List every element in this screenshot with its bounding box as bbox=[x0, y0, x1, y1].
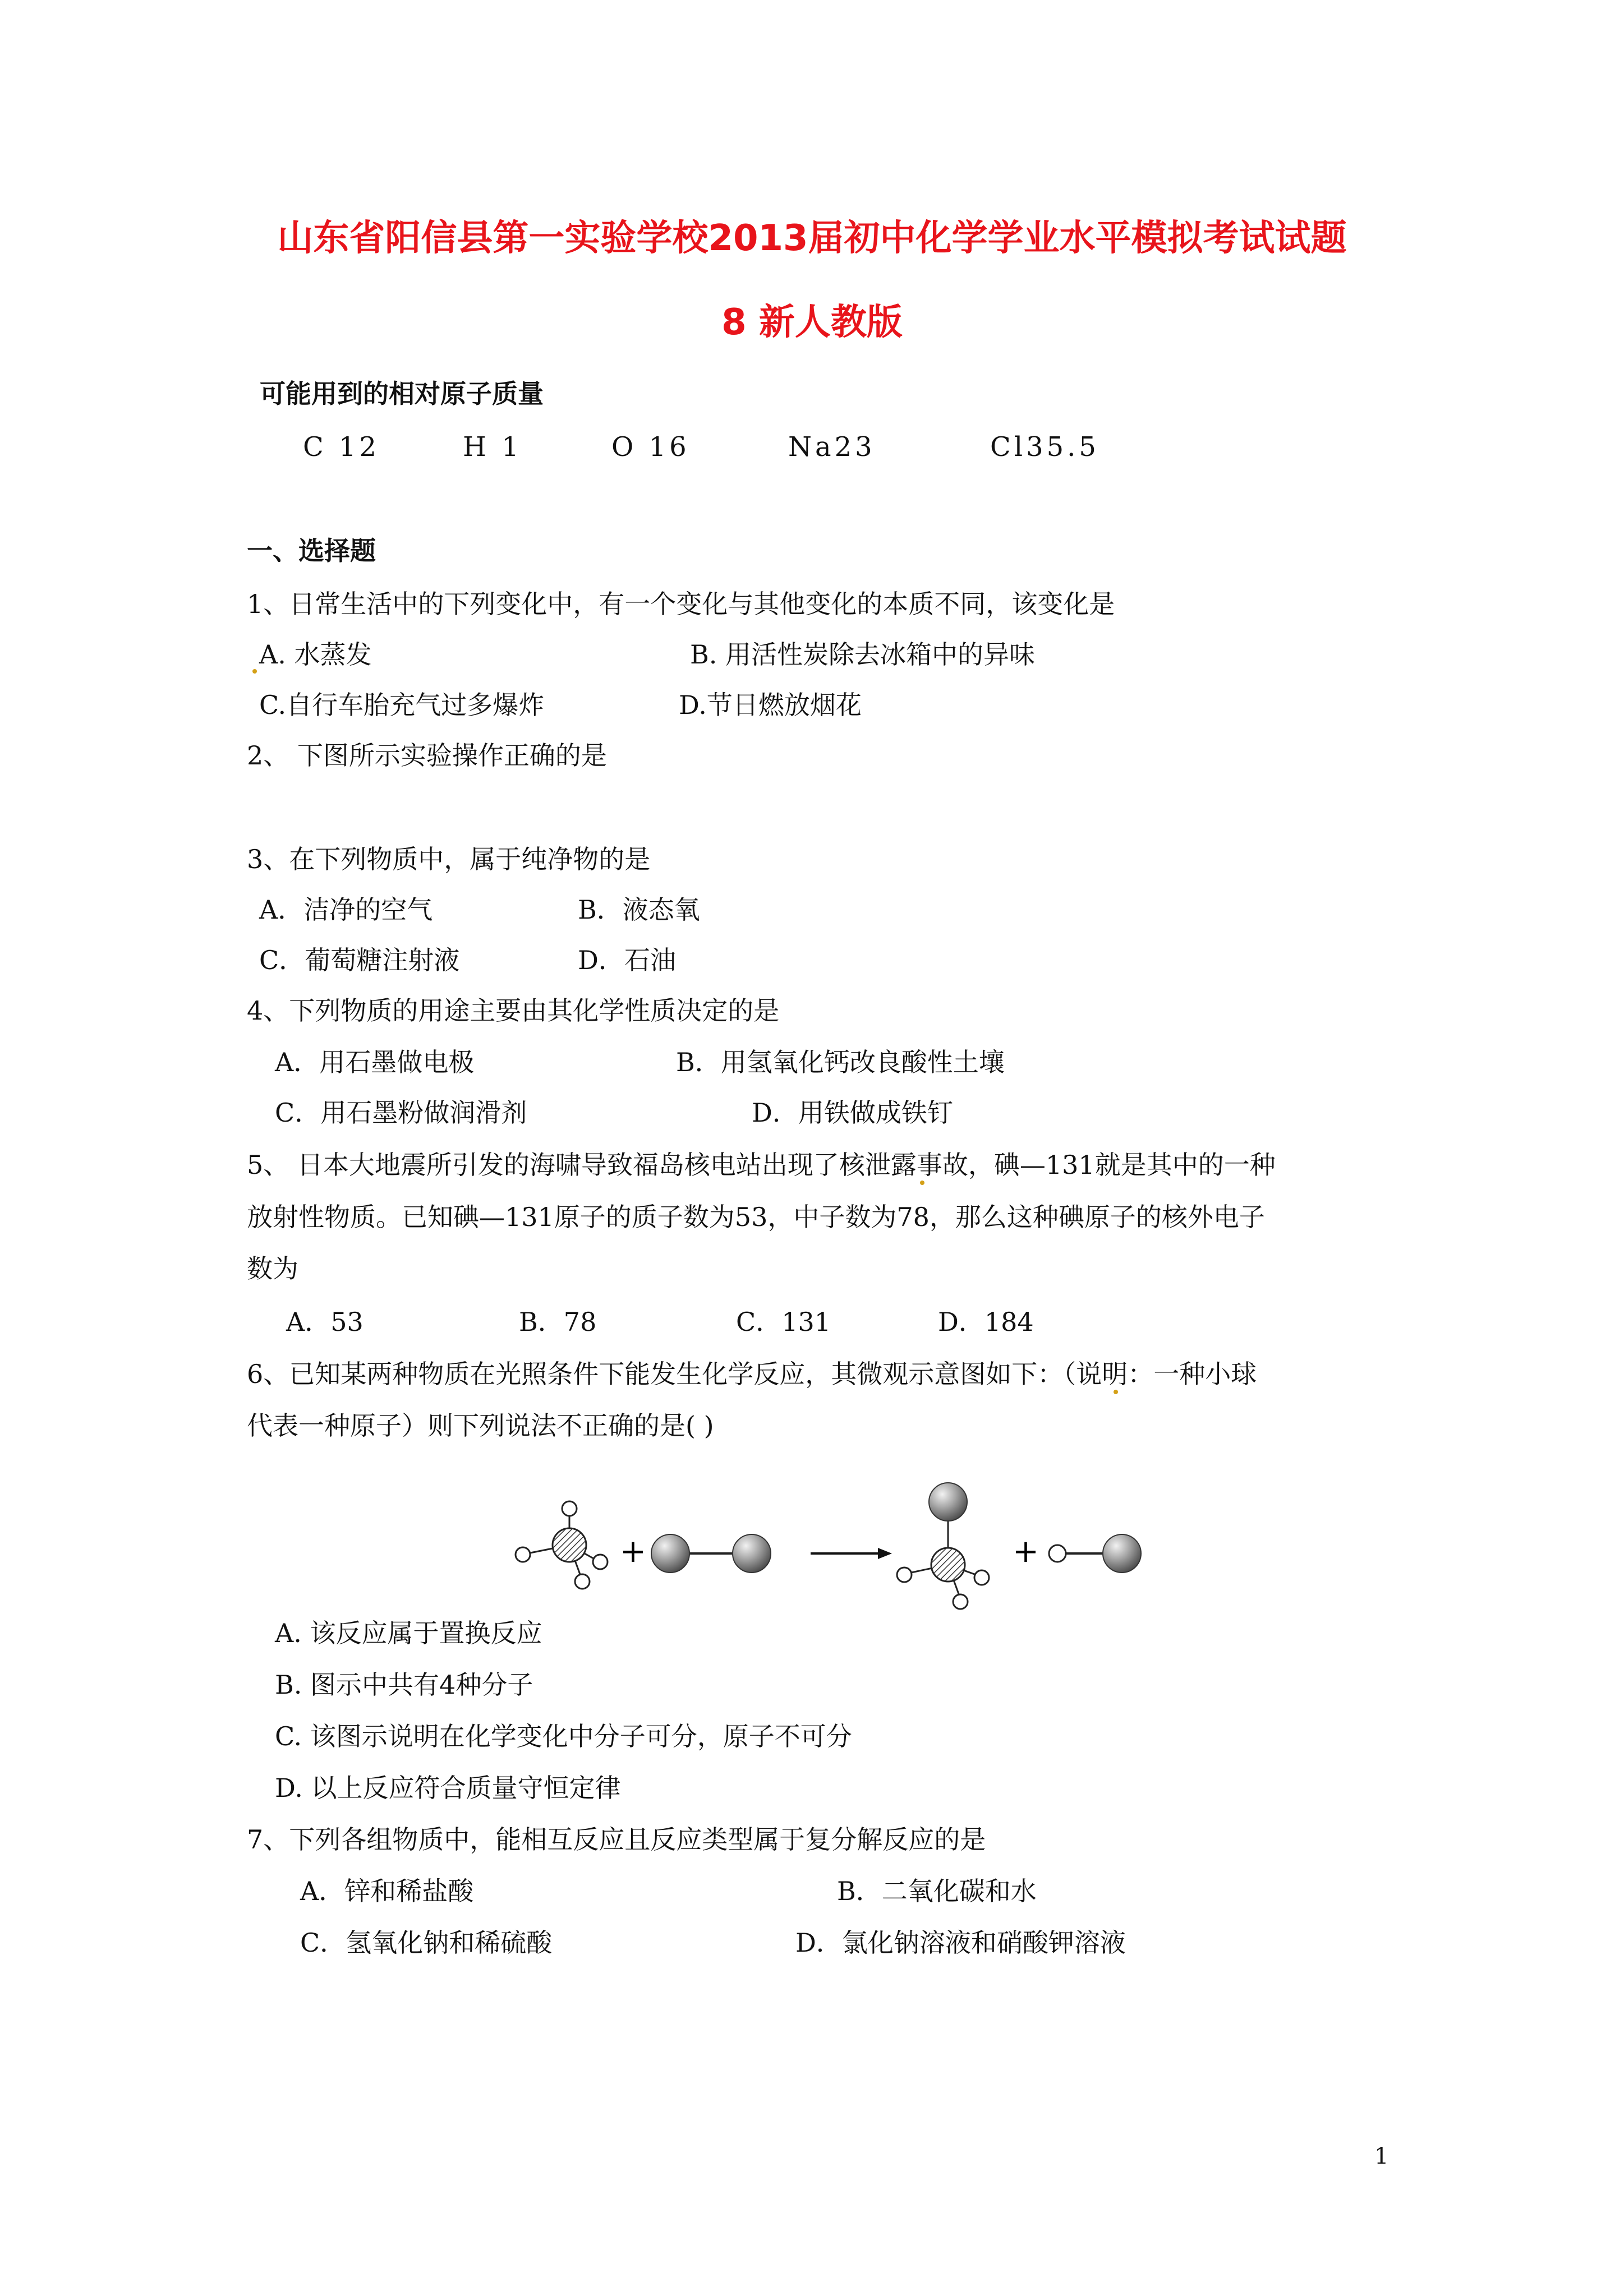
reactant-molecule-1 bbox=[516, 1501, 608, 1589]
reaction-diagram bbox=[505, 1475, 1167, 1621]
question-5-option-c: C．131 bbox=[736, 1307, 831, 1337]
question-5-option-b: B．78 bbox=[519, 1307, 597, 1337]
stray-dot bbox=[1114, 1390, 1118, 1394]
question-6-stem-line2: 代表一种原子）则下列说法不正确的是( ) bbox=[247, 1410, 714, 1441]
question-5-stem-line3: 数为 bbox=[247, 1253, 298, 1284]
question-4-option-b: B．用氢氧化钙改良酸性土壤 bbox=[676, 1047, 1005, 1077]
large-atom bbox=[733, 1534, 771, 1573]
question-7-option-d: D．氯化钠溶液和硝酸钾溶液 bbox=[795, 1928, 1126, 1958]
question-6-option-b: B. 图示中共有4种分子 bbox=[275, 1670, 533, 1700]
atomic-mass-cl: Cl35.5 bbox=[990, 431, 1099, 463]
atomic-mass-label: 可能用到的相对原子质量 bbox=[260, 379, 544, 409]
question-7-stem: 7、下列各组物质中，能相互反应且反应类型属于复分解反应的是 bbox=[247, 1824, 986, 1855]
small-atom bbox=[593, 1555, 608, 1569]
small-atom bbox=[953, 1594, 968, 1609]
section-heading: 一、选择题 bbox=[247, 536, 376, 566]
question-2-stem: 2、 下图所示实验操作正确的是 bbox=[247, 740, 607, 771]
question-1-stem: 1、日常生活中的下列变化中，有一个变化与其他变化的本质不同，该变化是 bbox=[247, 589, 1115, 619]
question-1-option-b: B. 用活性炭除去冰箱中的异味 bbox=[690, 639, 1036, 670]
atomic-mass-c: C 12 bbox=[303, 431, 380, 463]
question-4-stem: 4、下列物质的用途主要由其化学性质决定的是 bbox=[247, 995, 780, 1026]
question-7-option-b: B．二氧化碳和水 bbox=[837, 1876, 1037, 1906]
stray-dot bbox=[252, 669, 257, 674]
question-4-option-d: D．用铁做成铁钉 bbox=[752, 1098, 953, 1128]
stray-dot bbox=[920, 1181, 924, 1185]
atomic-mass-h: H 1 bbox=[463, 431, 522, 463]
small-atom bbox=[974, 1570, 989, 1585]
question-1-option-a: A. 水蒸发 bbox=[259, 639, 372, 670]
large-atom bbox=[1103, 1534, 1141, 1573]
question-1-option-c: C.自行车胎充气过多爆炸 bbox=[259, 690, 545, 720]
question-3-option-a: A．洁净的空气 bbox=[259, 895, 433, 925]
question-3-option-c: C．葡萄糖注射液 bbox=[259, 945, 460, 975]
small-atom bbox=[516, 1547, 530, 1562]
question-4-option-a: A．用石墨做电极 bbox=[275, 1047, 475, 1077]
hatched-atom bbox=[553, 1528, 586, 1562]
question-6-stem-line1: 6、已知某两种物质在光照条件下能发生化学反应，其微观示意图如下：（说明：一种小球 bbox=[247, 1359, 1257, 1389]
question-6-option-d: D. 以上反应符合质量守恒定律 bbox=[275, 1773, 621, 1803]
atomic-mass-o: O 16 bbox=[611, 431, 690, 463]
plus-sign: + bbox=[620, 1533, 646, 1570]
question-6-option-a: A. 该反应属于置换反应 bbox=[275, 1618, 542, 1648]
exam-title-line2: 8 新人教版 bbox=[721, 302, 903, 343]
question-5-stem-line1: 5、 日本大地震所引发的海啸导致福岛核电站出现了核泄露事故，碘—131就是其中的一种 bbox=[247, 1150, 1276, 1180]
large-atom bbox=[929, 1483, 967, 1521]
question-3-stem: 3、在下列物质中，属于纯净物的是 bbox=[247, 844, 651, 874]
small-atom bbox=[562, 1501, 577, 1516]
hatched-atom bbox=[931, 1548, 965, 1582]
small-atom bbox=[897, 1567, 912, 1582]
small-atom bbox=[575, 1574, 590, 1589]
plus-sign: + bbox=[1013, 1533, 1039, 1570]
question-5-stem-line2: 放射性物质。已知碘—131原子的质子数为53，中子数为78，那么这种碘原子的核外电子 bbox=[247, 1202, 1265, 1232]
question-5-option-d: D．184 bbox=[938, 1307, 1034, 1337]
question-7-option-c: C．氢氧化钠和稀硫酸 bbox=[300, 1928, 553, 1958]
question-5-option-a: A．53 bbox=[286, 1307, 364, 1337]
question-1-option-d: D.节日燃放烟花 bbox=[679, 690, 862, 720]
page-number: 1 bbox=[1374, 2143, 1389, 2169]
question-3-option-b: B．液态氧 bbox=[578, 895, 700, 925]
question-4-option-c: C．用石墨粉做润滑剂 bbox=[275, 1098, 527, 1128]
question-6-option-c: C. 该图示说明在化学变化中分子可分，原子不可分 bbox=[275, 1721, 852, 1751]
small-atom bbox=[1049, 1545, 1066, 1562]
reaction-arrow bbox=[811, 1548, 892, 1559]
question-3-option-d: D．石油 bbox=[578, 945, 676, 975]
product-molecule-1 bbox=[897, 1483, 989, 1609]
reactant-molecule-2 bbox=[651, 1534, 771, 1573]
question-7-option-a: A．锌和稀盐酸 bbox=[300, 1876, 474, 1906]
large-atom bbox=[651, 1534, 689, 1573]
atomic-mass-na: Na23 bbox=[788, 431, 876, 463]
product-molecule-2 bbox=[1049, 1534, 1141, 1573]
exam-title-line1: 山东省阳信县第一实验学校2013届初中化学学业水平模拟考试试题 bbox=[277, 218, 1347, 259]
